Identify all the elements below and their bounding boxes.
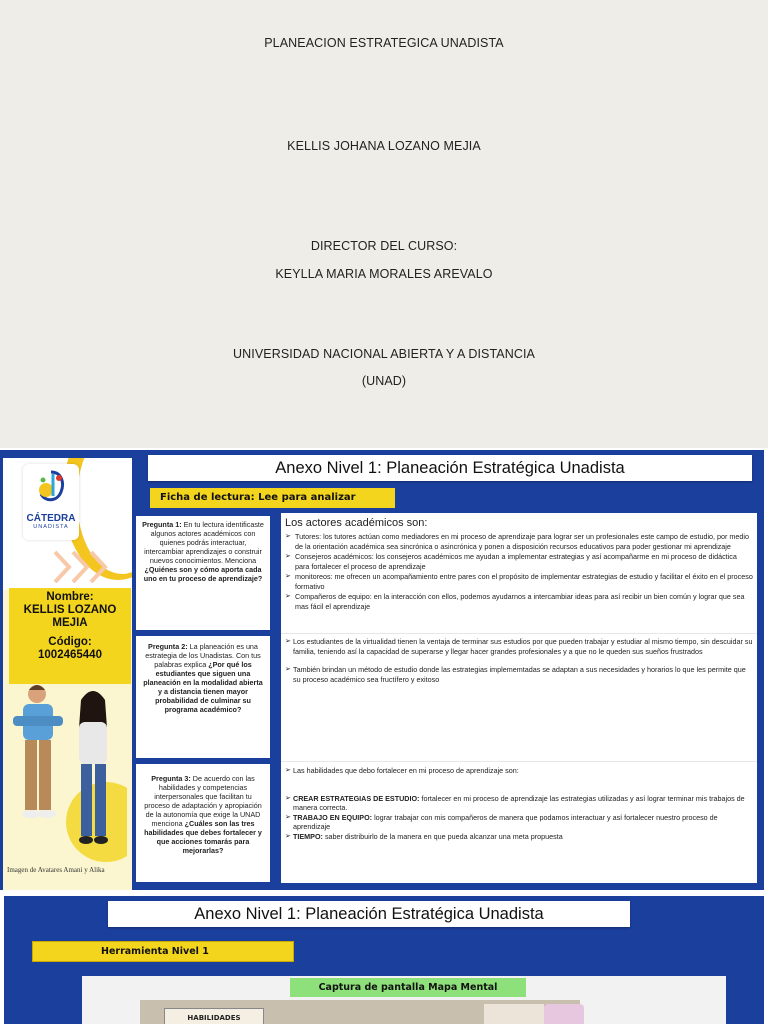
question-2-text: La planeación es una estrategia de los Unadistas. Con tus palabras explica <box>145 642 261 669</box>
slide-tool-level-1 <box>0 896 768 1024</box>
herramienta-label: Herramienta Nivel 1 <box>32 941 294 962</box>
question-2-bold: ¿Por qué los estudiantes que siguen una planeación en la modalidad abierta y a distancia tienen mayor probabilidad de culminar su programa académico? <box>143 660 263 714</box>
mind-map-card: HABILIDADES <box>164 1008 264 1024</box>
ficha-label: Ficha de lectura: Lee para analizar <box>150 488 395 508</box>
list-item: ➢ Consejeros académicos: los consejeros académicos me ayudan a implementar estrategias y así acompañarme en mi proceso de didáctica para fortalecer el proceso de aprendizaje <box>285 552 753 571</box>
reading-sheet-panel <box>132 450 764 890</box>
tool-panel <box>4 896 764 1024</box>
list-item: ➢ TRABAJO EN EQUIPO: lograr trabajar con mis compañeros de manera que podamos interactuar y así fortalecer nuestro proceso de aprendizaje <box>285 813 753 832</box>
question-2-box <box>136 636 270 758</box>
answer-2 <box>285 637 753 684</box>
list-item: ➢ monitoreos: me ofrecen un acompañamiento entre pares con el propósito de implementar estrategias de estudio y facilitar el éxito en el proceso formativo <box>285 572 753 591</box>
university-name: UNIVERSIDAD NACIONAL ABIERTA Y A DISTANCIA <box>233 347 535 361</box>
avatar-caption: Imagen de Avatares Amani y Alika <box>7 866 105 874</box>
answer-2-paragraph-2: ➢ También brindan un método de estudio donde las estrategias implememtadas se adaptan a sus necesidades y horarios lo que les permite que su proceso académico sea fructífero y exitoso <box>285 665 753 684</box>
answers-area <box>281 513 757 883</box>
answer-3-intro: ➢ Las habilidades que debo fortalecer en mi proceso de aprendizaje son: <box>285 766 753 776</box>
question-2-label: Pregunta 2: <box>148 642 188 651</box>
author-name: KELLIS JOHANA LOZANO MEJIA <box>287 139 481 153</box>
catedra-logo-subtitle: UNADISTA <box>33 524 69 530</box>
captura-label: Captura de pantalla Mapa Mental <box>290 978 526 997</box>
slide-title: Anexo Nivel 1: Planeación Estratégica Unadista <box>108 901 630 927</box>
list-item: ➢ TIEMPO: saber distribuirlo de la manera en que pueda alcanzar una meta propuesta <box>285 832 753 842</box>
catedra-logo-title: CÁTEDRA <box>26 513 76 524</box>
code-label: Código: <box>48 636 92 648</box>
director-label: DIRECTOR DEL CURSO: <box>310 239 458 253</box>
slide-reading-sheet <box>0 448 768 892</box>
catedra-logo-icon <box>31 468 71 508</box>
profile-panel <box>0 450 132 890</box>
catedra-logo <box>23 464 79 540</box>
question-3-label: Pregunta 3: <box>151 774 191 783</box>
question-3-box <box>136 764 270 882</box>
document-title: PLANEACION ESTRATEGICA UNADISTA <box>264 36 504 50</box>
answer-3 <box>285 766 753 841</box>
question-1-label: Pregunta 1: <box>142 520 182 529</box>
name-label: Nombre: <box>46 591 94 603</box>
cover-page <box>0 0 768 448</box>
list-item: ➢ Compañeros de equipo: en la interacción con ellos, podemos ayudarnos a intercambiar ideas para así recibir un bien común y lograr que sea mas fácil el aprendizaje <box>285 592 753 611</box>
question-1-text: En tu lectura identificaste algunos actores académicos con quienes podrás interactuar, intercambiar aprendizajes o construir nuevos conocimientos. Menciona <box>144 520 264 565</box>
avatars-illustration <box>11 682 127 868</box>
question-3-text: De acuerdo con las habilidades y competencias interpersonales que facilitan tu proceso de adaptación y apropiación de la autonomía que exige la UNAD menciona <box>144 774 262 828</box>
chevrons-decoration-icon <box>53 550 123 584</box>
answer-1-heading: Los actores académicos son: <box>285 517 428 529</box>
question-1-box <box>136 516 270 630</box>
university-acronym: (UNAD) <box>361 374 407 388</box>
student-info-box <box>9 588 131 684</box>
director-name: KEYLLA MARIA MORALES AREVALO <box>275 267 493 281</box>
list-item: ➢ CREAR ESTRATEGIAS DE ESTUDIO: fortalecer en mi proceso de aprendizaje las estrategias utilizadas y así lograr terminar mis trabajos de manera correcta. <box>285 794 753 813</box>
student-name: KELLIS LOZANO MEJIA <box>23 604 117 629</box>
slide-title: Anexo Nivel 1: Planeación Estratégica Unadista <box>148 455 752 481</box>
question-3-bold: ¿Cuáles son las tres habilidades que debes fortalecer y que acciones tomarás para mejorarlas? <box>144 819 262 855</box>
question-1-bold: ¿Quiénes son y cómo aporta cada uno en tu proceso de aprendizaje? <box>143 565 263 583</box>
list-item: ➢ Tutores: los tutores actúan como mediadores en mi proceso de aprendizaje para lograr ser un profesionales este campo de estudio, por medio de la orientación académica sea sincrónica o asincrónica y ponen a disposición recursos educativos para poder gestionar mi aprendizaje <box>285 532 753 551</box>
student-code: 1002465440 <box>38 649 102 661</box>
answer-1 <box>285 517 753 612</box>
answer-2-paragraph-1: ➢ Los estudiantes de la virtualidad tienen la ventaja de terminar sus estudios por que pueden trabajar y estudiar al mismo tiempo, sin descuidar su familia, teniendo así la capacidad de superarse y llegar hacer grandes profesionales y a que no le queden sus sueños frustrados <box>285 637 753 656</box>
